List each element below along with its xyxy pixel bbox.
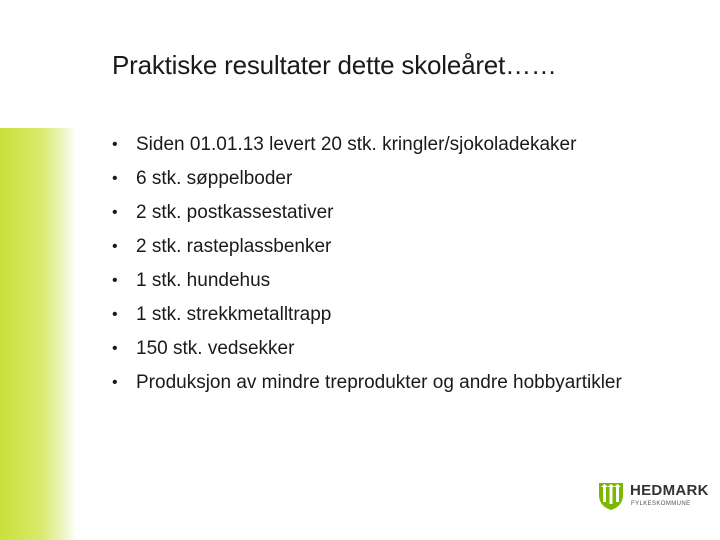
slide-title: Praktiske resultater dette skoleåret…… — [112, 50, 557, 80]
bullet-text: Produksjon av mindre treprodukter og andre hobbyartikler — [136, 372, 622, 393]
bullet-item — [112, 268, 682, 293]
bullet-text: 150 stk. vedsekker — [136, 338, 295, 359]
bullet-marker: • — [112, 340, 118, 357]
bullet-item — [112, 200, 682, 225]
bullet-text: 6 stk. søppelboder — [136, 168, 293, 189]
hedmark-logo — [598, 481, 708, 511]
bullet-text: 1 stk. hundehus — [136, 270, 271, 291]
logo-name: HEDMARK — [630, 482, 709, 499]
bullet-marker: • — [112, 238, 118, 255]
bullet-item — [112, 132, 682, 157]
bullet-text: 1 stk. strekkmetalltrapp — [136, 304, 332, 325]
bullet-text: 2 stk. rasteplassbenker — [136, 236, 332, 257]
logo-subtitle: FYLKESKOMMUNE — [631, 501, 691, 507]
bullet-item — [112, 166, 682, 191]
bullet-item — [112, 302, 682, 327]
bullet-marker: • — [112, 374, 118, 391]
hedmark-crest-icon — [598, 481, 624, 511]
bullet-item — [112, 234, 682, 259]
bullet-text: 2 stk. postkassestativer — [136, 202, 334, 223]
bullet-list — [112, 132, 682, 404]
bullet-marker: • — [112, 272, 118, 289]
bullet-marker: • — [112, 204, 118, 221]
bullet-marker: • — [112, 306, 118, 323]
bullet-marker: • — [112, 136, 118, 153]
bullet-marker: • — [112, 170, 118, 187]
green-accent-band — [0, 128, 76, 540]
bullet-item — [112, 370, 682, 395]
bullet-text: Siden 01.01.13 levert 20 stk. kringler/sjokoladekaker — [136, 134, 577, 155]
bullet-item — [112, 336, 682, 361]
